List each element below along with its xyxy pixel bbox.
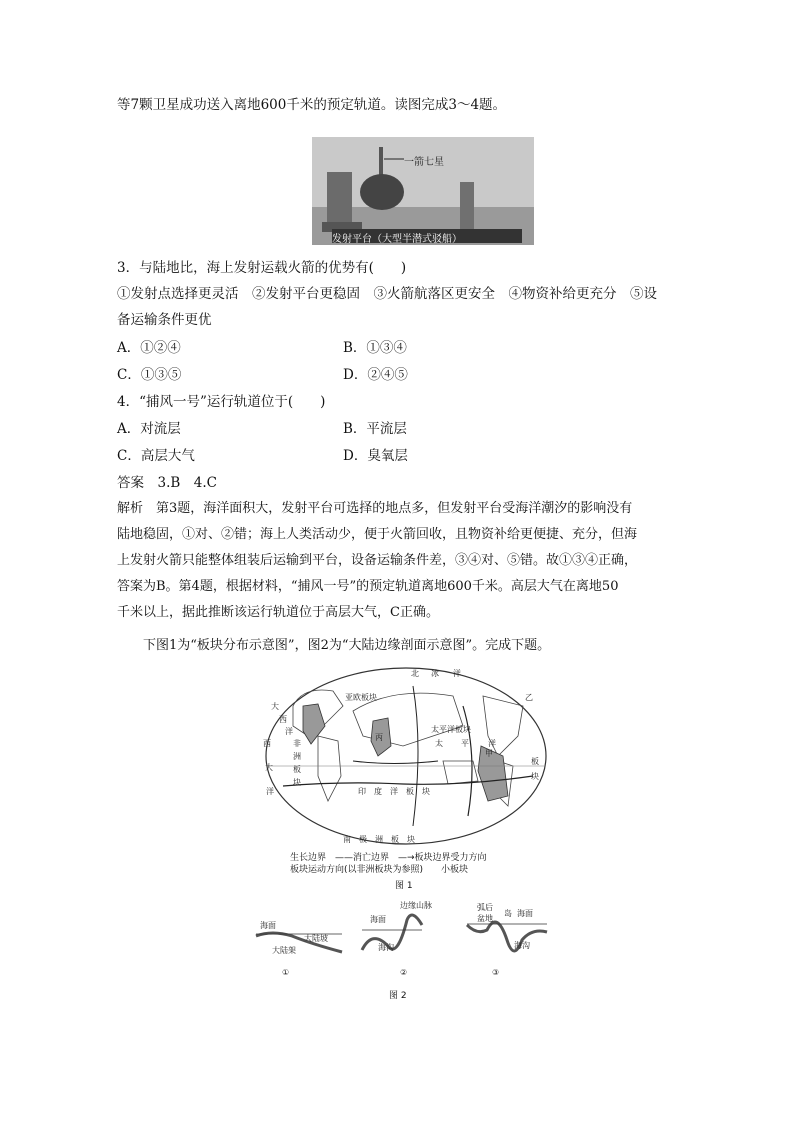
- label-yi: 乙: [525, 693, 533, 702]
- p1-sea-label: 海面: [260, 921, 276, 930]
- plate-map: [263, 666, 549, 846]
- label-indian-plate: 印 度 洋 板 块: [358, 787, 430, 796]
- p2-mountain-label: 边缘山脉: [400, 901, 432, 910]
- q4-option-b: B．平流层: [343, 421, 407, 437]
- label-yang2: 洋: [488, 739, 496, 748]
- analysis-line-1: 解析 第3题，海洋面积大，发射平台可选择的地点多，但发射平台受海洋潮汐的影响没有: [117, 501, 633, 516]
- analysis-line-2: 陆地稳固，①对、②错；海上人类活动少，便于火箭回收，且物资补给更便捷、充分，但海: [117, 527, 638, 542]
- label-africa-3: 板: [293, 765, 301, 774]
- q3-option-c: C．①③⑤: [117, 367, 182, 383]
- label-ban: 板: [531, 757, 539, 766]
- next-intro: 下图1为“板块分布示意图”，图2为“大陆边缘剖面示意图”。完成下题。: [143, 638, 551, 653]
- p3-trench-label: 海沟: [514, 941, 530, 950]
- label-pacific-plate: 太平洋板块: [431, 725, 471, 734]
- label-ice: 冰: [431, 669, 439, 678]
- q3-stem: 3．与陆地比，海上发射运载火箭的优势有( ): [117, 260, 407, 276]
- p3-number: ③: [492, 968, 500, 977]
- p2-sea-label: 海面: [370, 915, 386, 924]
- label-da: 大: [271, 702, 279, 711]
- label-ping: 平: [461, 739, 469, 748]
- p2-number: ②: [400, 968, 408, 977]
- q3-option-a: A．①②④: [117, 340, 181, 356]
- profile-figures: [252, 900, 552, 980]
- p3-island-label: 岛: [504, 909, 512, 918]
- analysis-line-4: 答案为B。第4题，根据材料，“捕风一号”的预定轨道离地600千米。高层大气在离地50: [117, 579, 619, 594]
- p3-basin-label-2: 盆地: [477, 914, 493, 923]
- label-xi2: 西: [263, 739, 271, 748]
- p3-basin-label-1: 弧后: [477, 903, 493, 912]
- label-da-left: 大: [265, 763, 273, 772]
- q4-option-c: C．高层大气: [117, 448, 195, 464]
- label-ocean: 洋: [453, 669, 461, 678]
- figure-2-caption: 图 2: [389, 991, 407, 1001]
- p1-number: ①: [282, 968, 290, 977]
- label-antarctic-plate: 南 极 洲 板 块: [343, 835, 415, 844]
- intro-line: 等7颗卫星成功送入离地600千米的预定轨道。读图完成3～4题。: [117, 97, 507, 113]
- answer-line: 答案 3.B 4.C: [117, 475, 218, 491]
- launch-photo: [312, 137, 534, 245]
- map-legend-1: 生长边界 ——消亡边界 —→板块边界受力方向: [290, 853, 487, 863]
- p3-sea-label: 海面: [517, 909, 533, 918]
- label-africa-2: 洲: [293, 752, 301, 761]
- q4-stem: 4．“捕风一号”运行轨道位于( ): [117, 394, 326, 410]
- rocket-label: 一箭七星: [404, 157, 444, 168]
- label-yang-left: 洋: [266, 787, 274, 796]
- label-xi: 西: [279, 715, 287, 724]
- q3-choices-line1: ①发射点选择更灵活 ②发射平台更稳固 ③火箭航落区更安全 ④物资补给更充分 ⑤设: [117, 286, 657, 302]
- p1-shelf-label: 大陆架: [272, 946, 296, 955]
- label-kuai: 块: [531, 772, 539, 781]
- p1-slope-label: 大陆坡: [304, 934, 328, 943]
- label-eurasia-plate: 亚欧板块: [345, 693, 377, 702]
- label-africa-4: 块: [293, 778, 301, 787]
- label-north: 北: [411, 669, 419, 678]
- q3-option-d: D．②④⑤: [343, 367, 408, 383]
- analysis-line-5: 千米以上，据此推断该运行轨道位于高层大气，C正确。: [117, 605, 439, 620]
- q4-option-a: A．对流层: [117, 421, 181, 437]
- label-tai: 太: [435, 739, 443, 748]
- label-africa-1: 非: [293, 739, 301, 748]
- plate-map-drawing: [263, 666, 549, 846]
- label-yang: 洋: [285, 727, 293, 736]
- analysis-line-3: 上发射火箭只能整体组装后运输到平台，设备运输条件差，③④对、⑤错。故①③④正确，: [117, 553, 638, 568]
- p2-trench-label: 海沟: [378, 943, 394, 952]
- map-legend-2: 板块运动方向(以非洲板块为参照) 小板块: [290, 865, 469, 875]
- label-jia: 甲: [485, 749, 493, 758]
- q4-option-d: D．臭氧层: [343, 448, 408, 464]
- figure-1-caption: 图 1: [395, 881, 413, 891]
- label-bing: 丙: [375, 733, 383, 742]
- q3-choices-line2: 备运输条件更优: [117, 312, 212, 328]
- platform-label: 发射平台（大型半潜式驳船）: [332, 234, 462, 245]
- q3-option-b: B．①③④: [343, 340, 407, 356]
